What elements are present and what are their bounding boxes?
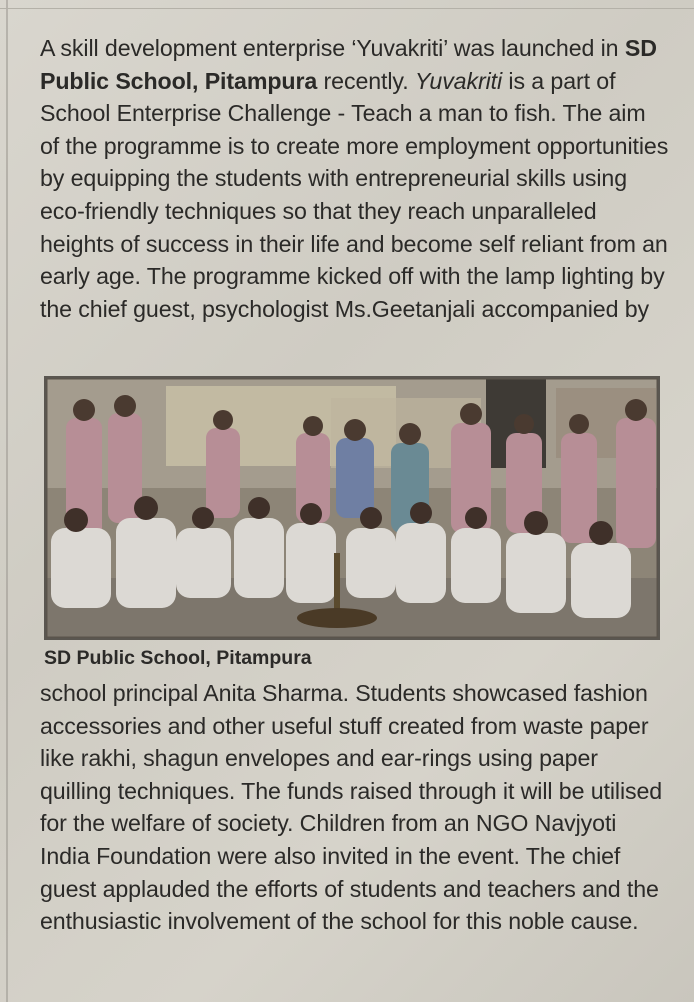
group-photo-image: [46, 378, 658, 638]
p1-text-3: is a part of School Enterprise Challenge - Teach a man to fish. The aim of the programme is to create more employment opportunities by equipping the students with entrepreneurial skills using eco-friendly techniques so that they reach unparalleled heights of success in their life and become self reliant from an early age. The programme kicked off with the lamp lighting by the chief guest, psychologist Ms.Geetanjali accompanied by: [40, 67, 669, 322]
article-paragraph-1: [40, 32, 670, 325]
photo-caption: SD Public School, Pitampura: [44, 647, 312, 669]
column-rule: [6, 0, 8, 1002]
p1-text-1: A skill development enterprise ‘Yuvakriti’ was launched in: [40, 35, 625, 61]
top-rule: [0, 8, 694, 9]
group-photo: [44, 376, 660, 640]
article-paragraph-2: school principal Anita Sharma. Students showcased fashion accessories and other useful stuff created from waste paper like rakhi, shagun envelopes and ear-rings using paper quilling techniques. The funds raised through it will be utilised for the welfare of society. Children from an NGO Navjyoti India Foundation were also invited in the event. The chief guest applauded the efforts of students and teachers and the enthusiastic involvement of the school for this noble cause.: [40, 680, 663, 935]
school-name-bold: SD Public School, Pitampura: [40, 35, 657, 94]
enterprise-name-italic: Yuvakriti: [414, 67, 503, 94]
p1-text-2: recently.: [317, 67, 415, 94]
